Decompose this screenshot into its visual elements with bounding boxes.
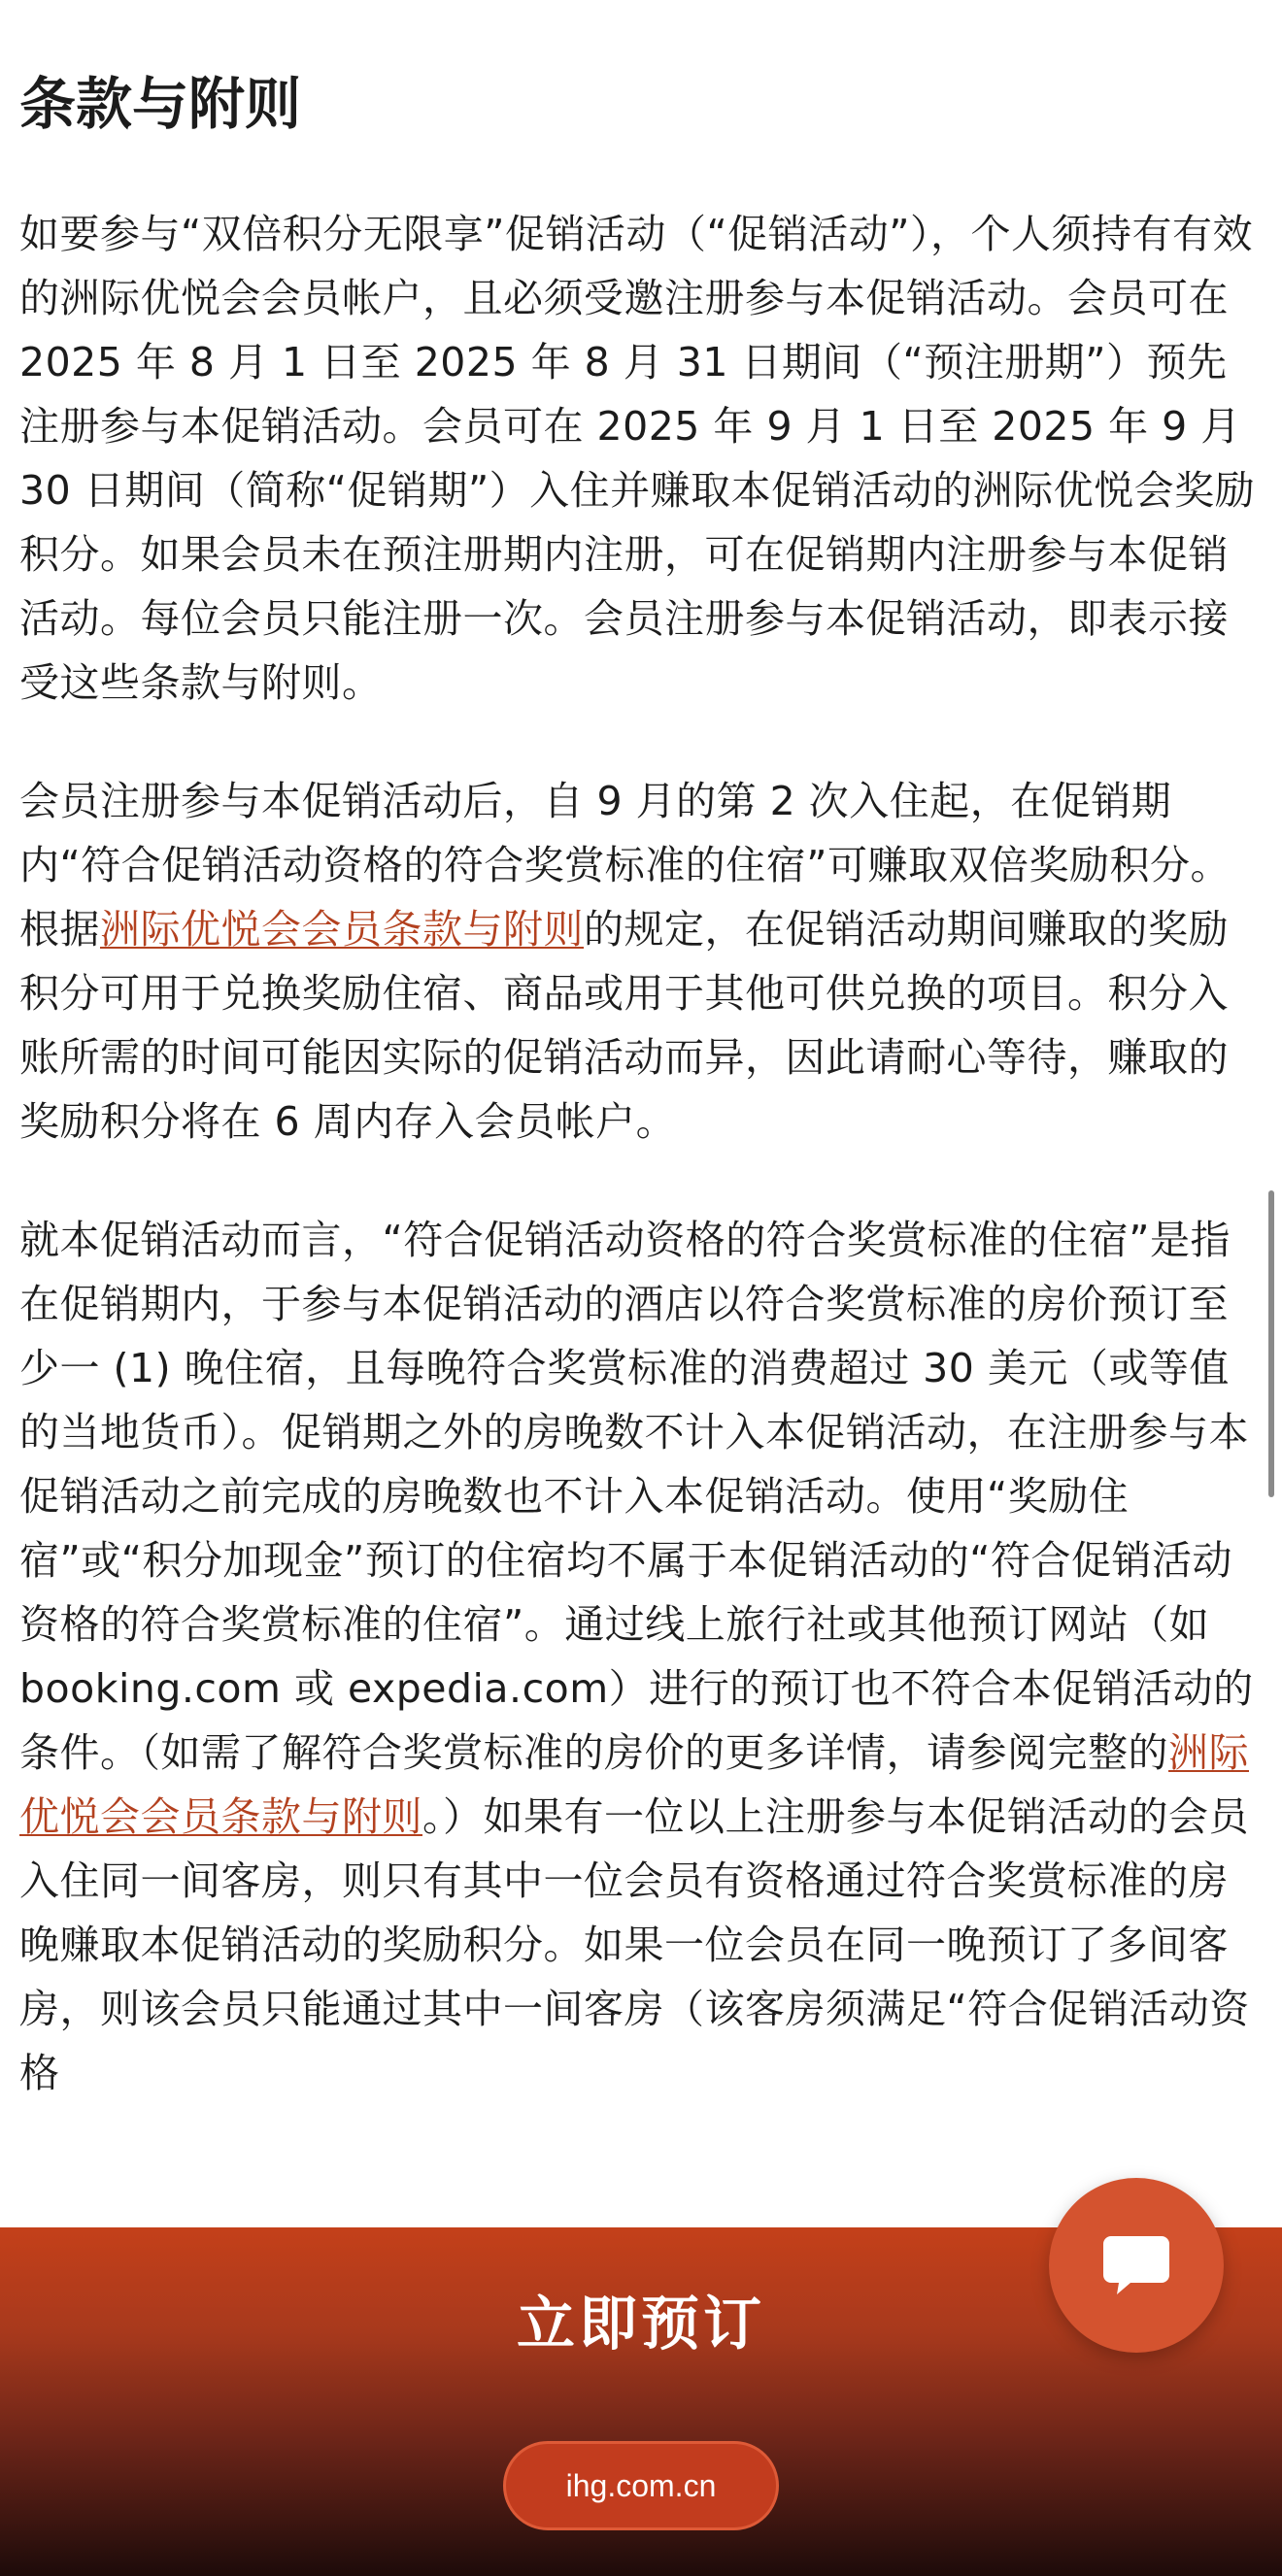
chat-bubble-icon: [1101, 2232, 1171, 2298]
book-now-button[interactable]: 立即预订: [517, 2291, 765, 2359]
terms-paragraph-1: 如要参与“双倍积分无限享”促销活动（“促销活动”），个人须持有有效的洲际优悦会会员帐户，且必须受邀注册参与本促销活动。会员可在 2025 年 8 月 1 日至 2025 年 8 月 31 日期间（“预注册期”）预先注册参与本促销活动。会员可在 2025 年 9 月 1 日至 2025 年 9 月 30 日期间（简称“促销期”）入住并赚取本促销活动的洲际优悦会奖励积分。如果会员未在预注册期内注册，可在促销期内注册参与本促销活动。每位会员只能注册一次。会员注册参与本促销活动，即表示接受这些条款与附则。: [19, 211, 1256, 706]
scrollbar[interactable]: [1268, 1190, 1274, 1497]
paragraph-text: 。）如果有一位以上注册参与本促销活动的会员入住同一间客房，则只有其中一位会员有资格通过符合奖赏标准的房晚赚取本促销活动的奖励积分。如果一位会员在同一晚预订了多间客房，则该会员只能通过其中一间客房（该客房须满足“符合促销活动资格: [19, 1793, 1250, 2096]
paragraph-text: 会员注册参与本促销活动后，自 9 月的第 2 次入住起，在促销期内“符合促销活动资格的符合奖赏标准的住宿”可赚取双倍奖励积分。根据: [19, 778, 1231, 953]
chat-button[interactable]: [1049, 2178, 1224, 2353]
membership-terms-link[interactable]: 洲际优悦会会员条款与附则: [100, 906, 584, 953]
page-title: 条款与附则: [19, 71, 302, 137]
paragraph-text: 就本促销活动而言，“符合促销活动资格的符合奖赏标准的住宿”是指在促销期内，于参与本促销活动的酒店以符合奖赏标准的房价预订至少一 (1) 晚住宿，且每晚符合奖赏标准的消费超过 30 美元（或等值的当地货币）。促销期之外的房晚数不计入本促销活动，在注册参与本促销活动之前完成的房晚数也不计入本促销活动。使用“奖励住宿”或“积分加现金”预订的住宿均不属于本促销活动的“符合促销活动资格的符合奖赏标准的住宿”。通过线上旅行社或其他预订网站（如 booking.com 或 expedia.com）进行的预订也不符合本促销活动的条件。（如需了解符合奖赏标准的房价的更多详情，请参阅完整的: [19, 1217, 1254, 1776]
url-address-pill[interactable]: ihg.com.cn: [503, 2441, 779, 2530]
terms-content: [19, 60, 1263, 2159]
membership-terms-link[interactable]: 洲际优悦会会员条款与附则: [19, 1729, 1249, 1840]
paragraph-text: 的规定，在促销活动期间赚取的奖励积分可用于兑换奖励住宿、商品或用于其他可供兑换的项目。积分入账所需的时间可能因实际的促销活动而异，因此请耐心等待，赚取的奖励积分将在 6 周内存入会员帐户。: [19, 906, 1229, 1145]
terms-paragraph-3: [19, 1208, 1263, 2105]
terms-paragraph-2: [19, 769, 1263, 1154]
